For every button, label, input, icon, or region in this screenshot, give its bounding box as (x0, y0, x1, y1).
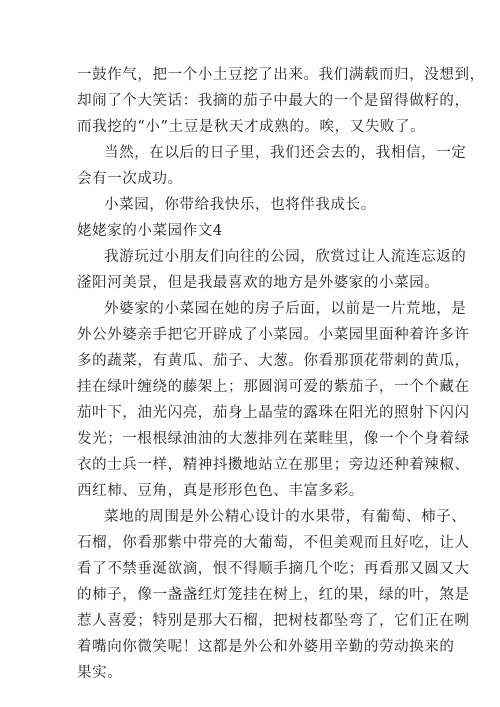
text-line: 滏阳河美景，但是我最喜欢的地方是外婆家的小菜园。 (77, 275, 440, 291)
text-line: 一鼓作气，把一个小土豆挖了出来。我们满载而归，没想到， (77, 67, 485, 83)
text-line: 挂在绿叶缠绕的藤架上；那圆润可爱的紫茄子，一个个藏在 (77, 379, 470, 395)
paragraph-first-line: 外婆家的小菜园在她的房子后面，以前是一片荒地，是 (104, 301, 467, 317)
text-line: 石榴，你看那紫中带亮的大葡萄，不但美观而且好吃，让人 (77, 535, 470, 551)
text-line: 发光；一根根绿油油的大葱排列在菜畦里，像一个个身着绿 (77, 431, 470, 447)
text-line: 而我挖的“小”土豆是秋天才成熟的。唉，又失败了。 (77, 119, 426, 135)
text-line: 衣的士兵一样，精神抖擞地站立在那里；旁边还种着辣椒、 (77, 457, 470, 473)
text-line: 惹人喜爱；特别是那大石榴，把树枝都坠弯了，它们正在咧 (77, 613, 470, 629)
text-line: 西红柿、豆角，真是形形色色、丰富多彩。 (77, 483, 364, 499)
text-line: 会有一次成功。 (77, 171, 183, 187)
text-line: 看了不禁垂涎欲滴，恨不得顺手摘几个吃；再看那又圆又大 (77, 561, 470, 577)
text-line: 着嘴向你微笑呢！这都是外公和外婆用辛勤的劳动换来的 (77, 639, 455, 655)
text-line: 外公外婆亲手把它开辟成了小菜园。小菜园里面种着许多许 (77, 327, 470, 343)
paragraph-first-line: 小菜园，你带给我快乐，也将伴我成长。 (104, 197, 376, 213)
paragraph-first-line: 菜地的周围是外公精心设计的水果带，有葡萄、柿子、 (104, 509, 467, 525)
text-line: 茄叶下，油光闪亮，茄身上晶莹的露珠在阳光的照射下闪闪 (77, 405, 470, 421)
text-line: 的柿子，像一盏盏红灯笼挂在树上，红的果，绿的叶，煞是 (77, 587, 470, 603)
text-line: 多的蔬菜，有黄瓜、茄子、大葱。你看那顶花带刺的黄瓜， (77, 353, 470, 369)
paragraph-first-line: 当然，在以后的日子里，我们还会去的，我相信，一定 (104, 145, 467, 161)
section-heading: 姥姥家的小菜园作文4 (77, 223, 223, 239)
text-line: 却闹了个大笑话：我摘的茄子中最大的一个是留得做籽的， (77, 93, 470, 109)
text-line: 果实。 (77, 665, 123, 681)
paragraph-first-line: 我游玩过小朋友们向往的公园，欣赏过让人流连忘返的 (104, 249, 467, 265)
